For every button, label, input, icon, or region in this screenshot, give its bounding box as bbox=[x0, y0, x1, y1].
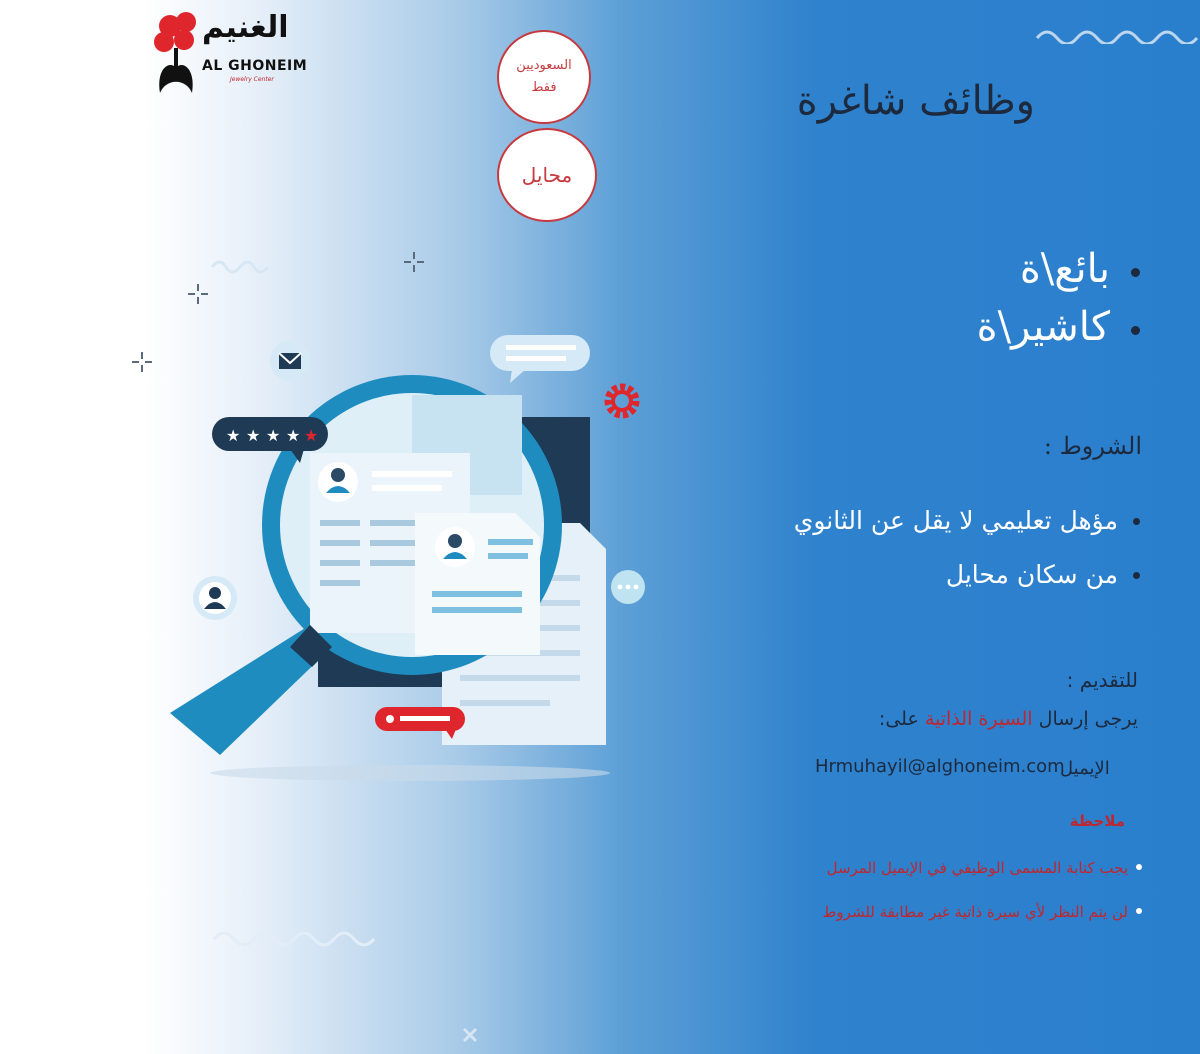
x-decoration bbox=[460, 1025, 480, 1045]
svg-text:★: ★ bbox=[304, 426, 319, 445]
job-search-illustration bbox=[160, 325, 660, 785]
apply-text-after: على: bbox=[878, 708, 925, 730]
note-item: يجب كتابة المسمى الوظيفي في الإيميل المرسل bbox=[823, 846, 1142, 890]
conditions-heading: الشروط : bbox=[1043, 432, 1142, 460]
svg-text:★: ★ bbox=[246, 426, 261, 445]
wave-decoration-top bbox=[1035, 22, 1200, 44]
gear-icon bbox=[608, 387, 636, 415]
logo-arabic-text: الغنيم bbox=[202, 10, 289, 45]
job-item: كاشير\ة bbox=[977, 298, 1140, 356]
svg-text:★: ★ bbox=[226, 426, 241, 445]
sparkle-icon bbox=[130, 350, 154, 374]
saudis-only-badge bbox=[497, 30, 591, 124]
email-label: الإيميل bbox=[1060, 758, 1110, 779]
job-item: بائع\ة bbox=[977, 240, 1140, 298]
wave-decoration-left bbox=[210, 255, 270, 275]
wave-decoration-bottom bbox=[212, 925, 377, 947]
flower-logo-icon bbox=[150, 8, 210, 96]
jobs-list bbox=[977, 240, 1140, 356]
logo-english-text: AL GHONEIM bbox=[202, 58, 308, 74]
apply-heading: للتقديم : bbox=[1066, 668, 1138, 692]
email-address[interactable]: Hrmuhayil@alghoneim.com bbox=[815, 756, 1065, 777]
note-item: لن يتم النظر لأي سيرة ذاتية غير مطابقة للشروط bbox=[823, 890, 1142, 934]
svg-text:★: ★ bbox=[266, 426, 281, 445]
condition-item: مؤهل تعليمي لا يقل عن الثانوي bbox=[794, 494, 1140, 548]
cv-highlight: السيرة الذاتية bbox=[924, 708, 1033, 730]
conditions-list bbox=[794, 494, 1140, 602]
sparkle-icon bbox=[186, 282, 210, 306]
sparkle-icon bbox=[402, 250, 426, 274]
notes-list bbox=[823, 846, 1142, 934]
saudis-only-text: السعوديين فقط bbox=[516, 58, 572, 95]
mail-icon bbox=[270, 341, 310, 381]
logo-tagline: Jewelry Center bbox=[230, 76, 274, 83]
user-avatar-icon bbox=[193, 576, 237, 620]
apply-text-before: يرجى إرسال bbox=[1032, 708, 1138, 730]
more-dots-icon bbox=[611, 570, 645, 604]
svg-text:★: ★ bbox=[286, 426, 301, 445]
condition-item: من سكان محايل bbox=[794, 548, 1140, 602]
alghoneim-logo bbox=[150, 8, 310, 96]
apply-instructions bbox=[879, 708, 1138, 730]
rating-stars bbox=[226, 426, 318, 445]
note-heading: ملاحظة bbox=[1069, 812, 1125, 830]
city-text: محايل bbox=[521, 163, 573, 187]
page-title: وظائف شاغرة bbox=[796, 78, 1035, 124]
city-badge bbox=[497, 128, 597, 222]
